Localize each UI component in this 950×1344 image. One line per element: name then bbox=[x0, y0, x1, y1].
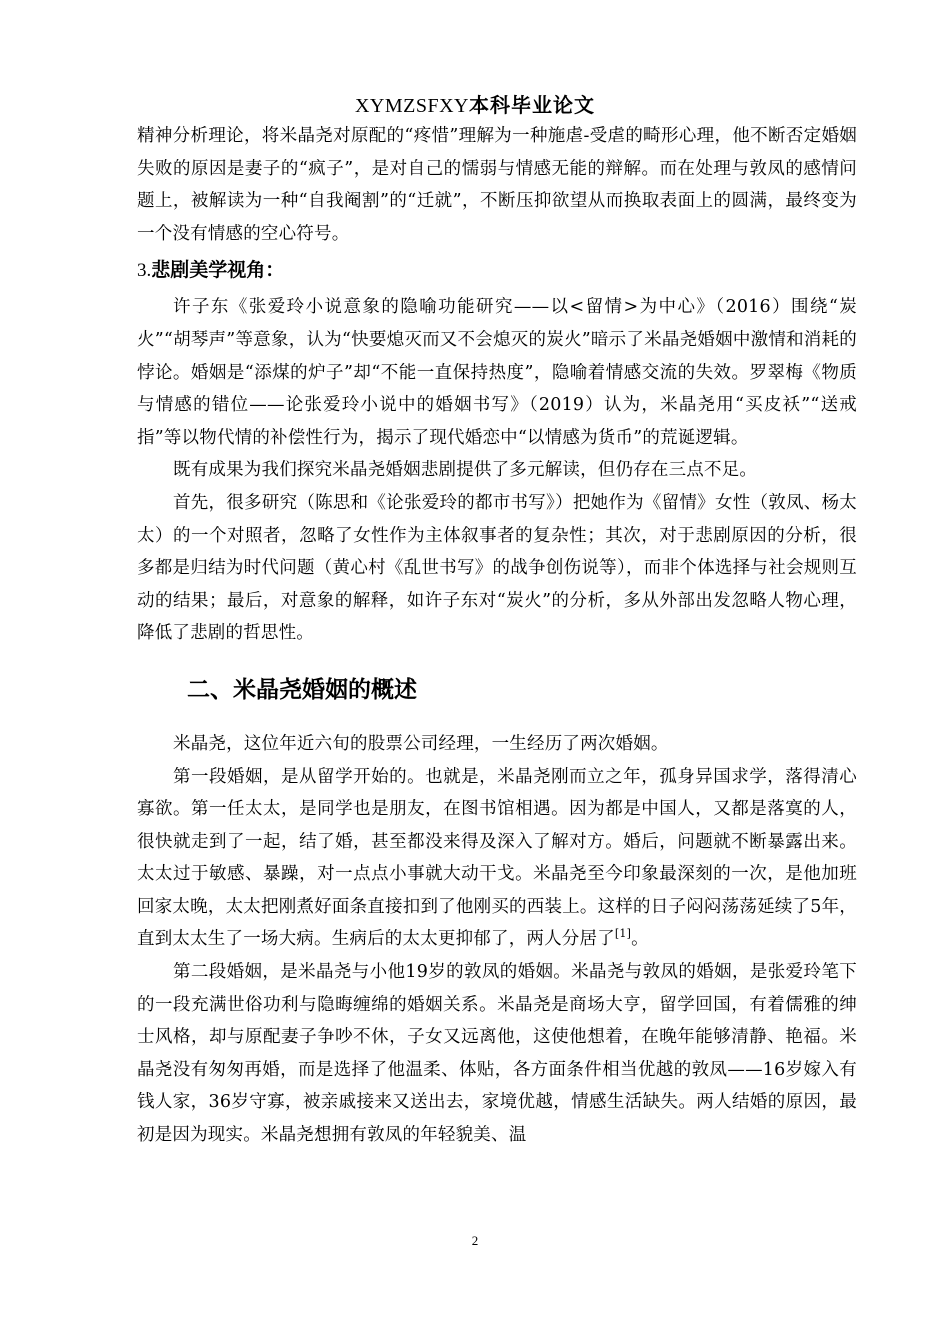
paragraph-second-marriage: 第二段婚姻，是米晶尧与小他19岁的敦凤的婚姻。米晶尧与敦凤的婚姻，是张爱玲笔下的一段充满世俗功利与隐晦缠绵的婚姻关系。米晶尧是商场大亨，留学回国，有着儒雅的绅士风格，却与原配妻子争吵不休，子女又远离他，这使他想着，在晚年能够清静、艳福。米晶尧没有匆匆再婚，而是选择了他温柔、体贴，各方面条件相当优越的敦凤——16岁嫁入有钱人家，36岁守寡，被亲戚接来又送出去，家境优越，情感生活缺失。两人结婚的原因，最初是因为现实。米晶尧想拥有敦凤的年轻貌美、温 bbox=[137, 962, 857, 1146]
page-header bbox=[0, 92, 950, 119]
citation-link[interactable]: [1] bbox=[614, 927, 632, 941]
header-code: XYMZSFXY bbox=[354, 95, 470, 117]
paragraph-intro-mi-jingyao: 米晶尧，这位年近六旬的股票公司经理，一生经历了两次婚姻。 bbox=[173, 733, 669, 754]
paragraph-shortcomings: 首先，很多研究（陈思和《论张爱玲的都市书写》）把她作为《留情》女性（敦凤、杨太太）的一个对照者，忽略了女性作为主体叙事者的复杂性；其次，对于悲剧原因的分析，很多都是归结为时代问题（黄心村《乱世书写》的战争创伤说等），而非个体选择与社会规则互动的结果；最后，对意象的解释，如许子东对“炭火”的分析，多从外部出发忽略人物心理，降低了悲剧的哲思性。 bbox=[137, 492, 857, 644]
subheading-text: 悲剧美学视角： bbox=[151, 259, 285, 282]
header-label: 本科毕业论文 bbox=[469, 93, 596, 117]
paragraph-imagery-research: 许子东《张爱玲小说意象的隐喻功能研究——以<留情>为中心》（2016）围绕“炭火”“胡琴声”等意象，认为“快要熄灭而又不会熄灭的炭火”暗示了米晶尧婚姻中激情和消耗的悖论。婚姻是“添煤的炉子”却“不能一直保持热度”，隐喻着情感交流的失效。罗翠梅《物质与情感的错位——论张爱玲小说中的婚姻书写》（2019）认为，米晶尧用“买皮袄”“送戒指”等以物代情的补偿性行为，揭示了现代婚恋中“以情感为货币”的荒诞逻辑。 bbox=[137, 297, 857, 448]
page-number: 2 bbox=[471, 1233, 479, 1248]
section-heading-marriage-overview: 二、米晶尧婚姻的概述 bbox=[187, 676, 417, 703]
subheading-tragic-aesthetics bbox=[137, 250, 857, 291]
first-marriage-end: 。 bbox=[631, 929, 649, 950]
subheading-number: 3. bbox=[137, 260, 152, 282]
paragraph-existing-results: 既有成果为我们探究米晶尧婚姻悲剧提供了多元解读，但仍存在三点不足。 bbox=[173, 460, 758, 481]
first-marriage-text: 第一段婚姻，是从留学开始的。也就是，米晶尧刚而立之年，孤身异国求学，落得清心寡欲。第一任太太，是同学也是朋友，在图书馆相遇。因为都是中国人，又都是落寞的人，很快就走到了一起，结了婚，甚至都没来得及深入了解对方。婚后，问题就不断暴露出来。太太过于敏感、暴躁，对一点点小事就大动干戈。米晶尧至今印象最深刻的一次，是他加班回家太晚，太太把刚煮好面条直接扣到了他刚买的西装上。这样的日子闷闷荡荡延续了5年，直到太太生了一场大病。生病后的太太更抑郁了，两人分居了 bbox=[137, 766, 857, 950]
paragraph-psychoanalysis: 精神分析理论，将米晶尧对原配的“疼惜”理解为一种施虐-受虐的畸形心理，他不断否定婚姻失败的原因是妻子的“疯子”，是对自己的懦弱与情感无能的辩解。而在处理与敦凤的感情问题上，被解读为一种“自我阉割”的“迁就”，不断压抑欲望从而换取表面上的圆满，最终变为一个没有情感的空心符号。 bbox=[137, 126, 857, 244]
paragraph-first-marriage bbox=[137, 761, 857, 957]
body-content bbox=[137, 120, 857, 1152]
